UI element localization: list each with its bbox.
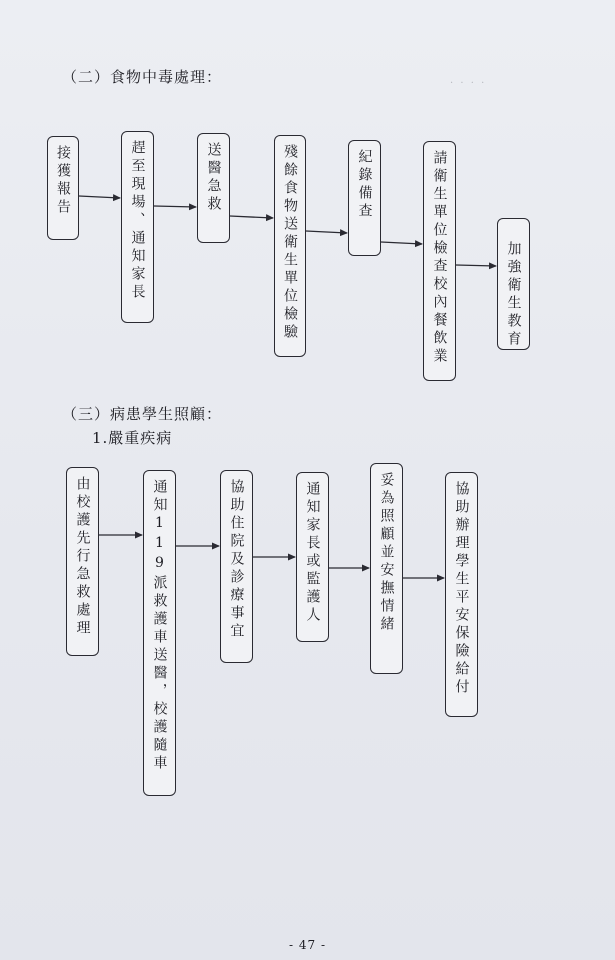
arrow-2-6: [456, 265, 496, 266]
arrow-2-1: [79, 196, 120, 198]
arrow-2-3: [230, 216, 273, 218]
arrow-2-4: [306, 231, 347, 233]
flow3-step-5-text: 妥為照顧並安撫情緒: [378, 472, 395, 634]
arrow-2-5: [381, 242, 422, 244]
flow2-step-1-text: 接獲報告: [55, 145, 71, 217]
arrow-2-2: [154, 206, 196, 207]
flow2-step-6-text: 請衛生單位檢查校內餐飲業: [431, 150, 448, 366]
flow2-step-2-text: 趕至現場、通知家長: [129, 140, 146, 302]
flow2-step-5-text: 紀錄備查: [356, 149, 373, 221]
flow3-step-1-text: 由校護先行急救處理: [74, 476, 91, 638]
flow2-step-4-text: 殘餘食物送衛生單位檢驗: [282, 144, 298, 342]
flow2-step-3-text: 送醫急救: [205, 142, 222, 214]
flow3-step-4-text: 通知家長或監護人: [304, 481, 321, 625]
flow3-step-3-text: 協助住院及診療事宜: [228, 479, 245, 641]
section-3-subheading: 1.嚴重疾病: [92, 429, 173, 447]
flow2-step-7-text: 加強衛生教育: [505, 241, 522, 349]
flow3-step-6-text: 協助辦理學生平安保險給付: [453, 481, 470, 697]
flow3-step-2-text: 通知119派救護車送醫，校護隨車: [151, 479, 168, 773]
page-number: - 47 -: [288, 938, 326, 952]
section-3-heading: （三）病患學生照顧：: [62, 405, 223, 423]
section-2-heading: （二）食物中毒處理：: [62, 68, 223, 86]
bleed-through-mark: · · · ·: [450, 78, 487, 89]
